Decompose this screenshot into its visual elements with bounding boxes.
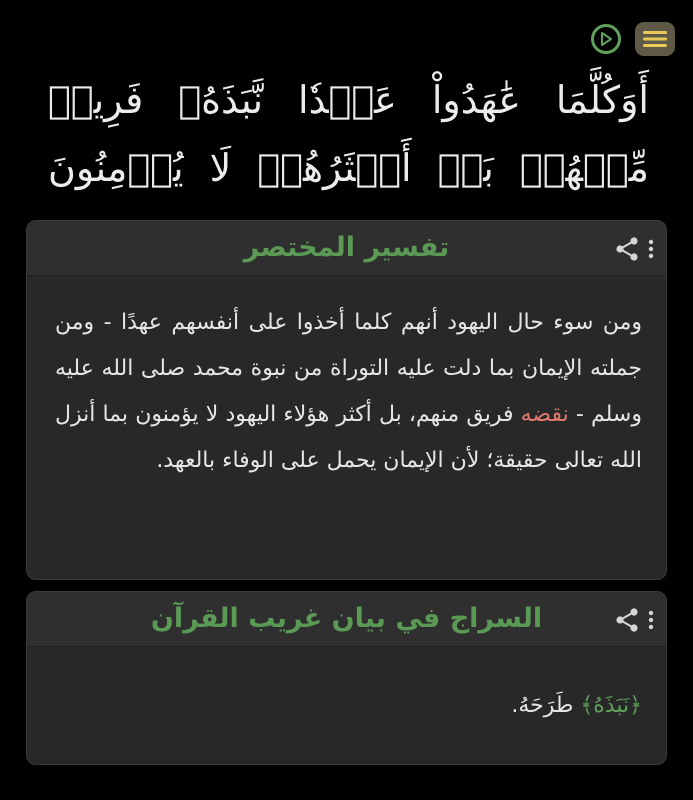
share-icon[interactable] [614, 236, 640, 262]
top-toolbar [591, 22, 675, 56]
verse-text: أَوَكُلَّمَا عَٰهَدُواْ عَهۡدٗا نَّبَذَهُۥ فَرِيقٞ مِّنۡهُمۚ بَلۡ أَكۡثَرُهُمۡ لَا يُؤۡمِنُونَ [48, 78, 649, 190]
share-icon[interactable] [614, 607, 640, 633]
more-options-icon[interactable] [648, 609, 654, 631]
card-header [27, 221, 666, 276]
tafsir-mukhtasar-card [26, 220, 667, 580]
card-actions [614, 607, 654, 633]
siraj-card [26, 591, 667, 765]
tafsir-text [27, 276, 666, 508]
tafsir-highlight-word: نقضه [520, 402, 569, 427]
card-actions [614, 236, 654, 262]
siraj-text [27, 647, 666, 753]
card-header [27, 592, 666, 647]
play-icon [599, 32, 613, 46]
tafsir-text-after: فريق منهم، بل أكثر هؤلاء اليهود لا يؤمنون بما أنزل الله تعالى حقيقة؛ لأن الإيمان يحمل على الوفاء بالعهد. [55, 402, 642, 473]
more-options-icon[interactable] [648, 238, 654, 260]
hamburger-icon [643, 30, 667, 48]
siraj-word: ﴿نَبَذَهُ﴾ [580, 693, 642, 718]
menu-button[interactable] [635, 22, 675, 56]
tafsir-text-before: ومن سوء حال اليهود أنهم كلما أخذوا على أنفسهم عهدًا - ومن جملته الإيمان بما دلت عليه التوراة من نبوة محمد صلى الله عليه وسلم - [55, 310, 642, 427]
play-button[interactable] [591, 24, 621, 54]
card-title: تفسير المختصر [243, 232, 450, 263]
card-title: السراج في بيان غريب القرآن [150, 603, 543, 634]
siraj-meaning: طَرَحَهُ. [511, 693, 581, 718]
